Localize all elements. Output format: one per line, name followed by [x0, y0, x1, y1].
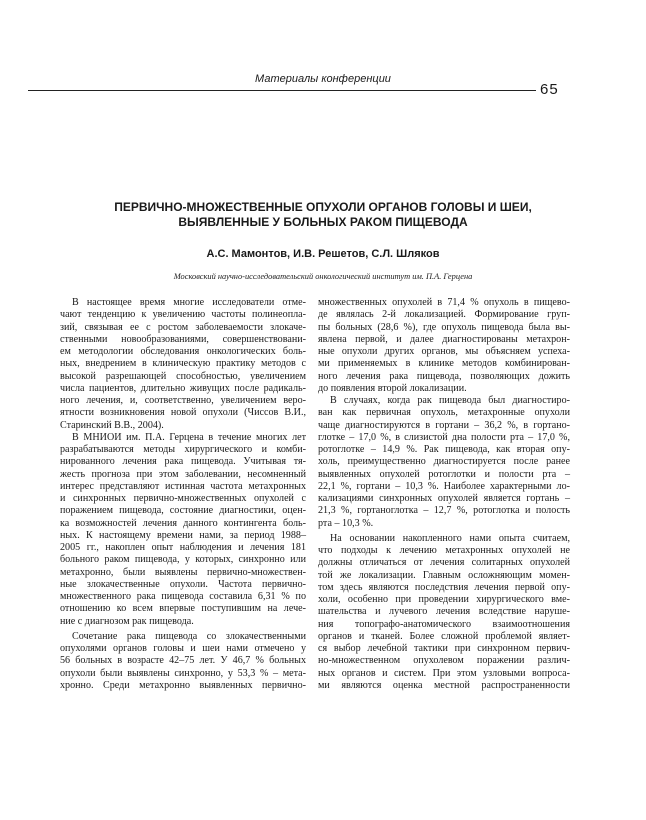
text-line: 22,1 %, гортани – 10,3 %. Наиболее характерными ло-: [318, 480, 570, 492]
text-line: отношению ко всем впервые поступившим на лече-: [60, 603, 306, 615]
text-line: ния топографо-анатомического взаимоотношения: [318, 618, 570, 630]
article-authors: А.С. Мамонтов, И.В. Решетов, С.Л. Шляков: [206, 248, 440, 260]
text-line: В случаях, когда рак пищевода был диагностиро-: [330, 395, 570, 406]
text-line: ми применяемых в клинике методов комбинирован-: [318, 358, 570, 370]
text-line: интерес представляют истинная частота метахронных: [60, 480, 306, 492]
text-line: множественного рака пищевода составила 6,31 % по: [60, 591, 306, 602]
text-line: зий, связывая ее с ростом заболеваемости злокаче-: [60, 321, 306, 333]
text-line: Старинский В.В., 2004).: [60, 419, 164, 431]
text-line: ротоглотке – 14,9 %. Рак пищевода, как вторая опу-: [318, 444, 570, 455]
text-line: высокой разрешающей способностью, увеличением: [60, 370, 306, 382]
text-line: 21,3 %, гортаноглотка – 12,7 %, ротоглотка и полость: [318, 505, 570, 517]
text-line: ван как первичная опухоль, метахронные опухоли: [318, 407, 570, 419]
text-line: выявленных опухолей ротоглотки и полости рта –: [318, 468, 570, 480]
text-line: той же локализации. Главным осложняющим момен-: [318, 569, 570, 581]
text-line: хронно. Среди метахронно выявленных первично-: [60, 679, 306, 691]
text-line: чаще диагностируются в гортани – 36,2 %, в гортано-: [318, 419, 570, 431]
text-line: органов и тканей. Более сложной проблемой являет-: [318, 630, 570, 642]
text-line: нированного лечения рака пищевода. Учитывая тя-: [60, 456, 306, 468]
text-line: ми являются оценка местной распространенности: [318, 679, 570, 691]
text-line: ных, внедрением в клиническую практику методов с: [60, 358, 306, 370]
text-line: ние с диагнозом рак пищевода.: [60, 615, 194, 627]
text-line: метахронно, были выявлены первично-множествен-: [60, 566, 306, 578]
text-line: В МНИОИ им. П.А. Герцена в течение многих лет: [72, 431, 306, 443]
text-line: до появления второй локализации.: [318, 382, 467, 394]
text-line: что подходы к лечению метахронных опухолей не: [318, 545, 570, 556]
text-line: ся выбор лечебной тактики при синхронном первич-: [318, 643, 570, 654]
running-header: Материалы конференции: [255, 73, 391, 85]
text-line: ка возможностей лечения данного контингента боль-: [60, 517, 306, 529]
text-line: явлена первой, и далее диагностированы метахрон-: [318, 333, 570, 345]
right-column: [318, 297, 570, 692]
text-line: жесть прогноза при этом заболевании, несомненный: [60, 468, 306, 480]
text-line: опухолями органов головы и шеи нами отмечено у: [60, 643, 306, 654]
text-line: ных органов и систем. При этом узловыми вопроса-: [318, 667, 570, 679]
text-line: 56 больных в возрасте 42–75 лет. У 46,7 % больных: [60, 655, 306, 667]
article-title-line: ВЫЯВЛЕННЫЕ У БОЛЬНЫХ РАКОМ ПИЩЕВОДА: [178, 215, 468, 229]
text-line: ятности возникновения новой опухоли (Чиссов В.И.,: [60, 407, 306, 419]
text-line: глотке – 17,0 %, в слизистой дна полости рта – 17,0 %,: [318, 431, 570, 443]
text-line: множественных опухолей в 71,4 % опухоль в пищево-: [318, 297, 570, 308]
text-line: ные злокачественные опухоли. Частота первично-: [60, 578, 306, 590]
text-line: ные опухоли других органов, мы объясняем успеха-: [318, 346, 570, 357]
text-line: ных. К настоящему времени нами, за период 1988–: [60, 529, 306, 541]
text-line: пы больных (28,6 %), где опухоль пищевода была вы-: [318, 321, 570, 333]
text-line: том здесь являются последствия лечения первой опу-: [318, 581, 570, 593]
text-line: чают тенденцию к увеличению частоты полинеопла-: [60, 309, 306, 321]
article-affiliation: Московский научно-исследовательский онкологический институт им. П.А. Герцена: [173, 272, 473, 281]
text-line: числа пациентов, длительно живущих после радикаль-: [60, 382, 306, 394]
text-line: ного лечения, и, соответственно, увеличением веро-: [60, 395, 306, 406]
text-line: и синхронных первично-множественных опухолей с: [60, 493, 306, 504]
text-line: поражением пищевода, состояние диагностики, оцен-: [60, 505, 306, 517]
text-line: де являлась 2-й локализацией. Формирование груп-: [318, 309, 570, 321]
left-column: [60, 297, 306, 692]
text-line: кализациями синхронных опухолей является гортань –: [318, 493, 570, 504]
text-line: разрабатываются методы хирургического и комби-: [60, 444, 306, 455]
text-line: больного раком пищевода, у которых, синхронно или: [60, 554, 306, 566]
page-number: 65: [540, 81, 559, 98]
text-line: ного лечения рака пищевода, позволяющих дожить: [318, 370, 570, 382]
text-line: ственными новообразованиями, совершенствовани-: [60, 333, 306, 345]
text-line: Сочетание рака пищевода со злокачественными: [72, 630, 306, 642]
text-line: ем методологии обследования онкологических боль-: [60, 346, 306, 357]
text-line: опухоли были выявлены синхронно, у 53,3 % – мета-: [60, 667, 306, 679]
text-line: шательства и лучевого лечения вследствие наруше-: [318, 606, 570, 618]
text-line: 2005 гг., накоплен опыт наблюдения и лечения 181: [60, 542, 306, 553]
text-line: но-множественном опухолевом поражении различ-: [318, 655, 570, 667]
text-line: рта – 10,3 %.: [318, 517, 374, 529]
text-line: должны отличаться от лечения солитарных опухолей: [318, 557, 570, 569]
header-rule: [28, 90, 536, 91]
article-title-line: ПЕРВИЧНО-МНОЖЕСТВЕННЫЕ ОПУХОЛИ ОРГАНОВ ГОЛОВЫ И ШЕИ,: [114, 200, 532, 214]
text-line: холи, особенно при проведении хирургического вме-: [318, 594, 570, 605]
text-line: В настоящее время многие исследователи отме-: [72, 297, 306, 308]
text-line: холь, преимущественно диагностируется после ранее: [318, 456, 570, 468]
article-title: [40, 200, 606, 230]
text-line: На основании накопленного нами опыта считаем,: [330, 532, 570, 544]
